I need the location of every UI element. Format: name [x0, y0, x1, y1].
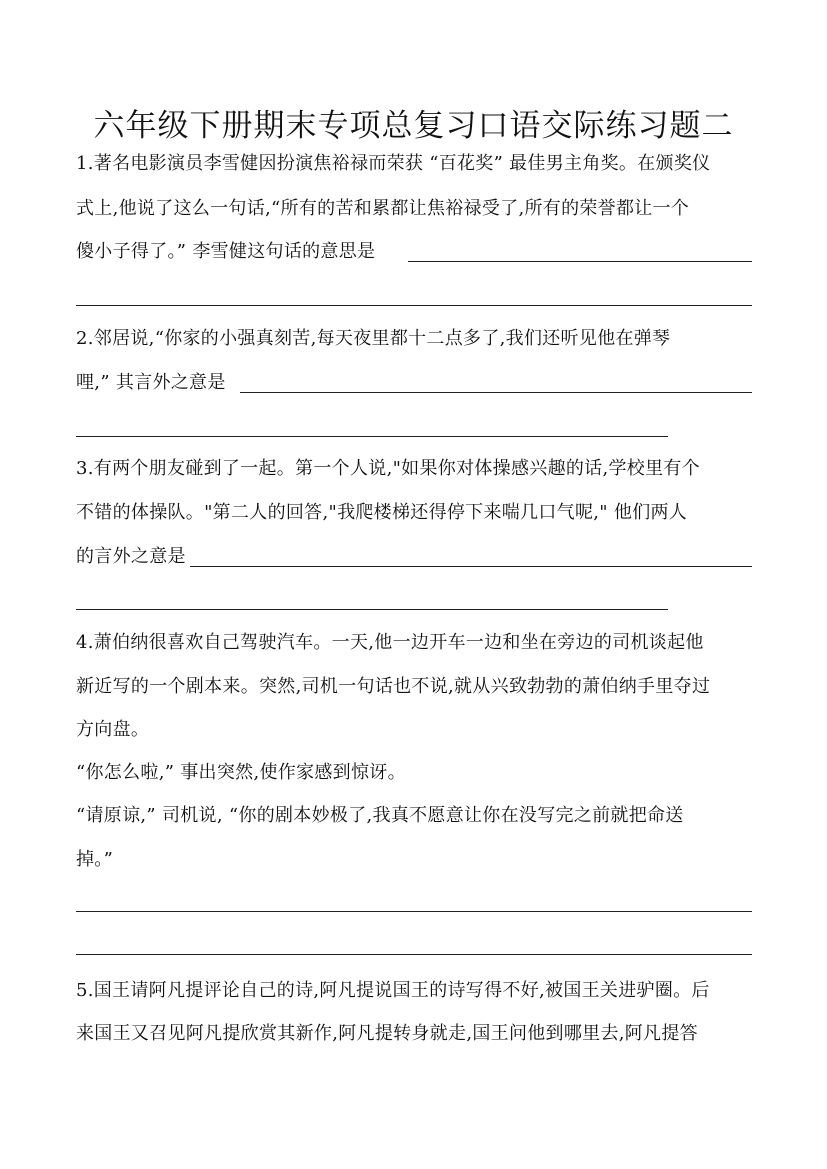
q5-line-2: 来国王又召见阿凡提欣赏其新作,阿凡提转身就走,国王问他到哪里去,阿凡提答: [76, 1023, 698, 1044]
q1-line-3: 傻小子得了。” 李雪健这句话的意思是: [76, 241, 376, 262]
q2-line-2: 哩,” 其言外之意是: [76, 372, 226, 393]
q4-answer-line-1[interactable]: [76, 911, 752, 912]
q4-line-6: 掉。”: [76, 849, 114, 870]
q3-answer-line-2[interactable]: [76, 609, 668, 610]
q1-answer-line-2[interactable]: [76, 305, 752, 306]
q1-line-1: 1.著名电影演员李雪健因扮演焦裕禄而荣获 “百花奖” 最佳男主角奖。在颁奖仪: [76, 153, 711, 174]
q2-line-1: 2.邻居说,“你家的小强真刻苦,每天夜里都十二点多了,我们还听见他在弹琴: [76, 328, 671, 349]
q4-line-2: 新近写的一个剧本来。突然,司机一句话也不说,就从兴致勃勃的萧伯纳手里夺过: [76, 676, 711, 697]
q4-line-4: “你怎么啦,” 事出突然,使作家感到惊讶。: [76, 762, 406, 783]
q4-line-5: “请原谅,” 司机说, “你的剧本妙极了,我真不愿意让你在没写完之前就把命送: [76, 805, 684, 826]
q2-answer-line-1[interactable]: [240, 392, 752, 393]
q1-line-2: 式上,他说了这么一句话,“所有的苦和累都让焦裕禄受了,所有的荣誉都让一个: [76, 198, 690, 219]
q3-answer-line-1[interactable]: [190, 566, 752, 567]
q4-line-3: 方向盘。: [76, 719, 150, 740]
q5-line-1: 5.国王请阿凡提评论自己的诗,阿凡提说国王的诗写得不好,被国王关进驴圈。后: [76, 980, 710, 1001]
q3-line-3: 的言外之意是: [76, 546, 186, 567]
q3-line-2: 不错的体操队。"第二人的回答,"我爬楼梯还得停下来喘几口气呢," 他们两人: [76, 502, 688, 523]
q4-line-1: 4.萧伯纳很喜欢自己驾驶汽车。一天,他一边开车一边和坐在旁边的司机谈起他: [76, 632, 704, 653]
q1-answer-line-1[interactable]: [408, 261, 752, 262]
q2-answer-line-2[interactable]: [76, 436, 668, 437]
q4-answer-line-2[interactable]: [76, 954, 752, 955]
worksheet-title: 六年级下册期末专项总复习口语交际练习题二: [93, 108, 734, 144]
q3-line-1: 3.有两个朋友碰到了一起。第一个人说,"如果你对体操感兴趣的话,学校里有个: [76, 458, 700, 479]
